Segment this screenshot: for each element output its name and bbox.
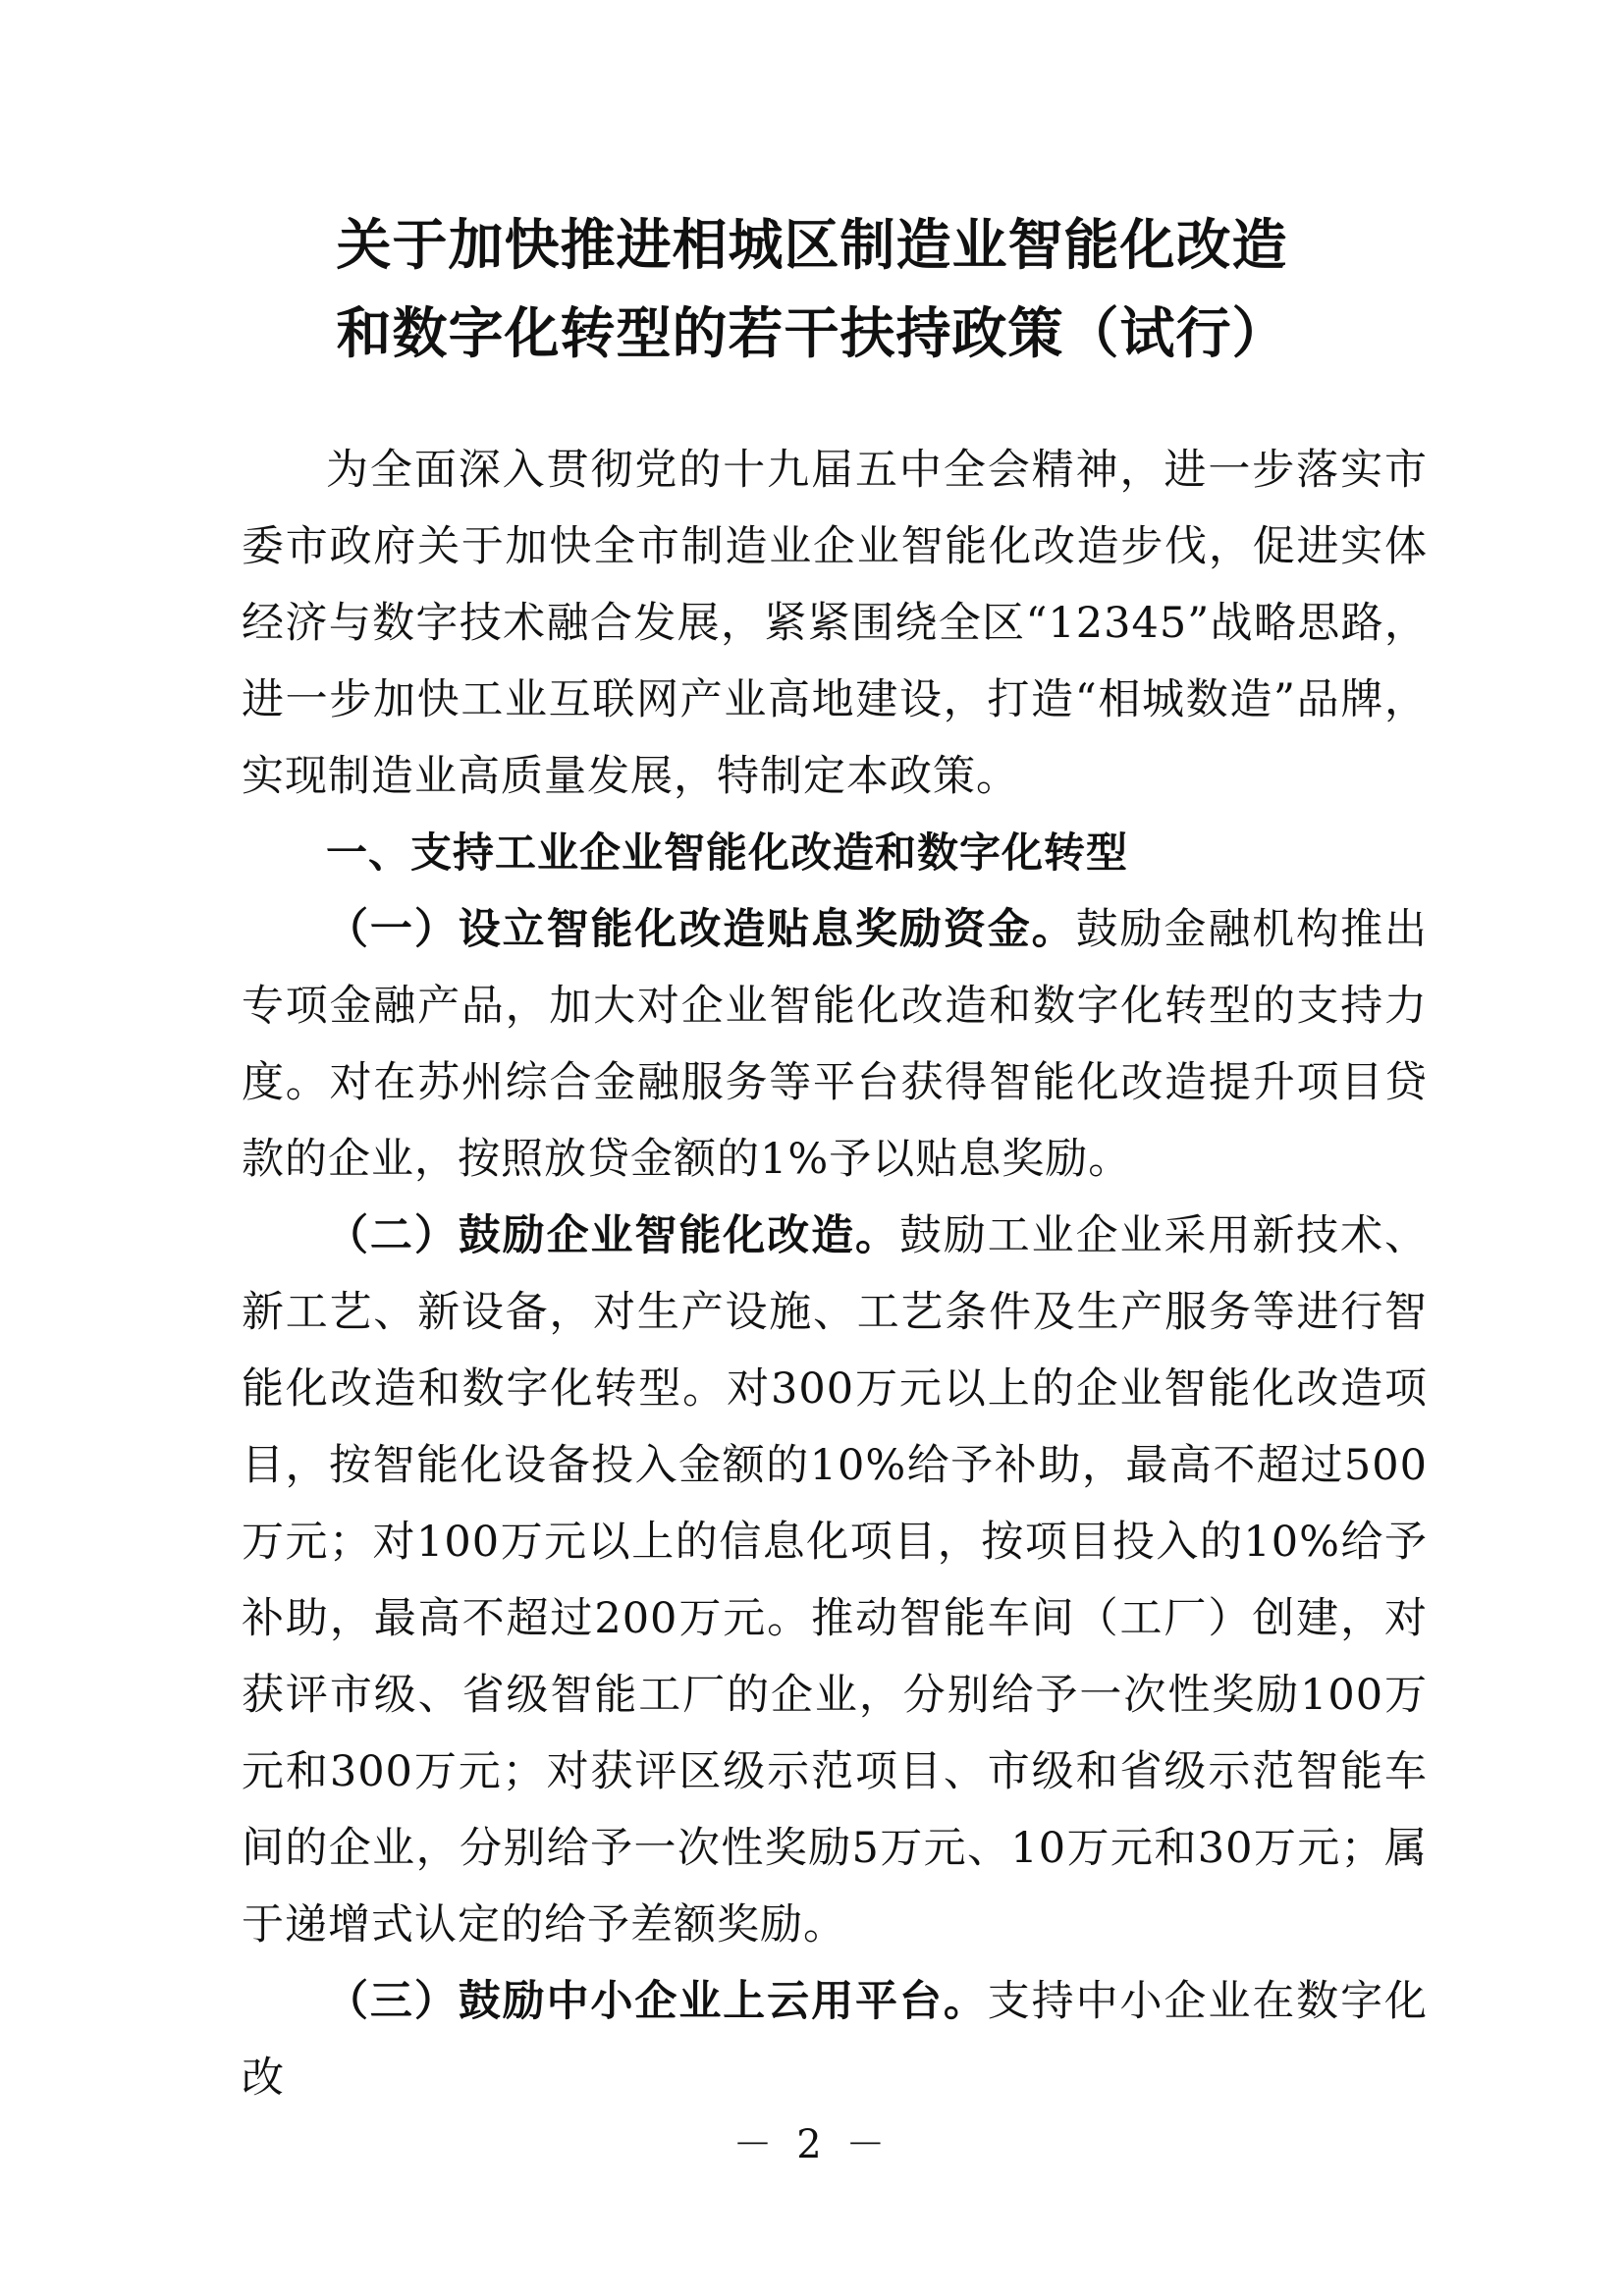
policy-item-2-heading: （二）鼓励企业智能化改造。 bbox=[326, 1211, 899, 1260]
document-body bbox=[242, 432, 1428, 2116]
intro-paragraph: 为全面深入贯彻党的十九届五中全会精神，进一步落实市委市政府关于加快全市制造业企业智能化改造步伐，促进实体经济与数字技术融合发展，紧紧围绕全区“12345”战略思路，进一步加快工业互联网产业高地建设，打造“相城数造”品牌，实现制造业高质量发展，特制定本政策。 bbox=[242, 446, 1428, 801]
title-line-2: 和数字化转型的若干扶持政策（试行） bbox=[336, 301, 1288, 366]
document-title bbox=[196, 201, 1428, 378]
section-heading-1: 一、支持工业企业智能化改造和数字化转型 bbox=[326, 828, 1129, 877]
policy-item-3-text: 支持中小企业在数字化改 bbox=[242, 1977, 1428, 2103]
title-line-1: 关于加快推进相城区制造业智能化改造 bbox=[336, 213, 1288, 278]
policy-item-3-heading: （三）鼓励中小企业上云用平台。 bbox=[326, 1977, 988, 2026]
policy-item-2 bbox=[242, 1198, 1428, 1963]
policy-item-1-heading: （一）设立智能化改造贴息奖励资金。 bbox=[326, 905, 1076, 954]
policy-item-1 bbox=[242, 891, 1428, 1198]
policy-item-2-text: 鼓励工业企业采用新技术、新工艺、新设备，对生产设施、工艺条件及生产服务等进行智能化改造和数字化转型。对300万元以上的企业智能化改造项目，按智能化设备投入金额的10%给予补助，最高不超过500万元；对100万元以上的信息化项目，按项目投入的10%给予补助，最高不超过200万元。推动智能车间（工厂）创建，对获评市级、省级智能工厂的企业，分别给予一次性奖励100万元和300万元；对获评区级示范项目、市级和省级示范智能车间的企业，分别给予一次性奖励5万元、10万元和30万元；属于递增式认定的给予差额奖励。 bbox=[242, 1211, 1429, 1949]
policy-item-3 bbox=[242, 1963, 1428, 2116]
page-number: － 2 － bbox=[732, 2122, 892, 2167]
policy-item-1-text: 鼓励金融机构推出专项金融产品，加大对企业智能化改造和数字化转型的支持力度。对在苏州综合金融服务等平台获得智能化改造提升项目贷款的企业，按照放贷金额的1%予以贴息奖励。 bbox=[242, 905, 1429, 1184]
